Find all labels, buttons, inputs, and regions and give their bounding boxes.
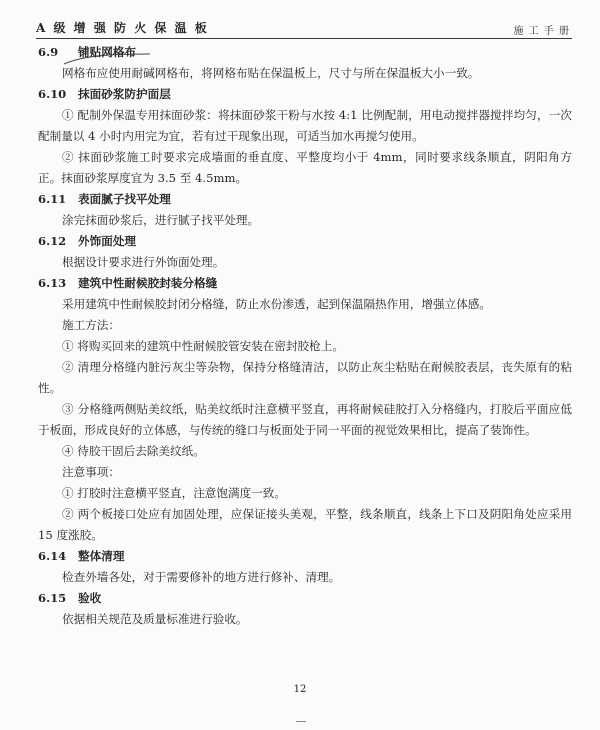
section-6-10-paragraph-2: ② 抹面砂浆施工时要求完成墙面的垂直度、平整度均小于 4mm，同时要求线条顺直，阴阳角方正。抹面砂浆厚度宜为 3.5 至 4.5mm。 — [38, 150, 572, 185]
page-number: 12 — [293, 684, 307, 695]
section-number: 6.9 — [38, 45, 59, 59]
notes-heading: 注意事项： — [62, 465, 120, 479]
note-2: ② 两个板接口处应有加固处理，应保证接头美观，平整，线条顺直，线条上下口及阴阳角处应采用 15 度涨胶。 — [38, 507, 572, 542]
method-step-4: ④ 待胶干固后去除美纹纸。 — [62, 444, 205, 458]
section-number: 6.11 — [38, 192, 67, 206]
section-title: 建筑中性耐候胶封装分格缝 — [78, 276, 218, 290]
section-6-10-paragraph-1: ① 配制外保温专用抹面砂浆：将抹面砂浆干粉与水按 4:1 比例配制，用电动搅拌器搅拌均匀，一次配制量以 4 小时内用完为宜，若有过干现象出现，可适当加水再搅匀使用。 — [38, 108, 572, 143]
section-6-14-text: 检查外墙各处，对于需要修补的地方进行修补、清理。 — [62, 570, 341, 584]
section-number: 6.12 — [38, 234, 67, 248]
section-title: 整体清理 — [78, 549, 125, 563]
section-6-9-heading — [38, 42, 572, 63]
section-number: 6.10 — [38, 87, 67, 101]
section-title: 验收 — [78, 591, 102, 605]
section-title: 外饰面处理 — [78, 234, 137, 248]
section-6-10-heading — [38, 84, 572, 105]
section-6-11-text: 涂完抹面砂浆后，进行腻子找平处理。 — [62, 213, 260, 227]
section-number: 6.15 — [38, 591, 67, 605]
document-body — [38, 42, 572, 630]
section-number: 6.13 — [38, 276, 67, 290]
header-manual-label: 施 工 手 册 — [513, 26, 570, 37]
section-6-11-heading — [38, 189, 572, 210]
page-header — [36, 18, 572, 39]
section-title: 铺贴网格布 — [78, 45, 137, 59]
section-6-13-text: 采用建筑中性耐候胶封闭分格缝，防止水份渗透，起到保温隔热作用，增强立体感。 — [62, 297, 491, 311]
section-6-9-text: 网格布应使用耐碱网格布，将网格布贴在保温板上，尺寸与所在保温板大小一致。 — [62, 66, 480, 80]
section-number: 6.14 — [38, 549, 67, 563]
section-title: 抹面砂浆防护面层 — [78, 87, 171, 101]
section-6-14-heading — [38, 546, 572, 567]
method-step-1: ① 将购买回来的建筑中性耐候胶管安装在密封胶枪上。 — [62, 339, 344, 353]
section-6-12-text: 根据设计要求进行外饰面处理。 — [62, 255, 225, 269]
section-6-12-heading — [38, 231, 572, 252]
method-heading: 施工方法： — [62, 318, 120, 332]
header-title: A 级 增 强 防 火 保 温 板 — [36, 21, 209, 35]
method-step-3: ③ 分格缝两侧贴美纹纸，贴美纹纸时注意横平竖直，再将耐候硅胶打入分格缝内，打胶后平面应低于板面，形成良好的立体感，与传统的缝口与板面处于同一平面的视觉效果相比，提高了装饰性。 — [38, 402, 572, 437]
section-title: 表面腻子找平处理 — [78, 192, 171, 206]
section-6-15-text: 依据相关规范及质量标准进行验收。 — [62, 612, 248, 626]
footer-mark — [296, 713, 306, 722]
method-step-2: ② 清理分格缝内脏污灰尘等杂物，保持分格缝清洁，以防止灰尘粘贴在耐候胶表层，丧失原有的粘性。 — [38, 360, 572, 395]
section-6-13-heading — [38, 273, 572, 294]
section-6-15-heading — [38, 588, 572, 609]
note-1: ① 打胶时注意横平竖直，注意饱满度一致。 — [62, 486, 286, 500]
